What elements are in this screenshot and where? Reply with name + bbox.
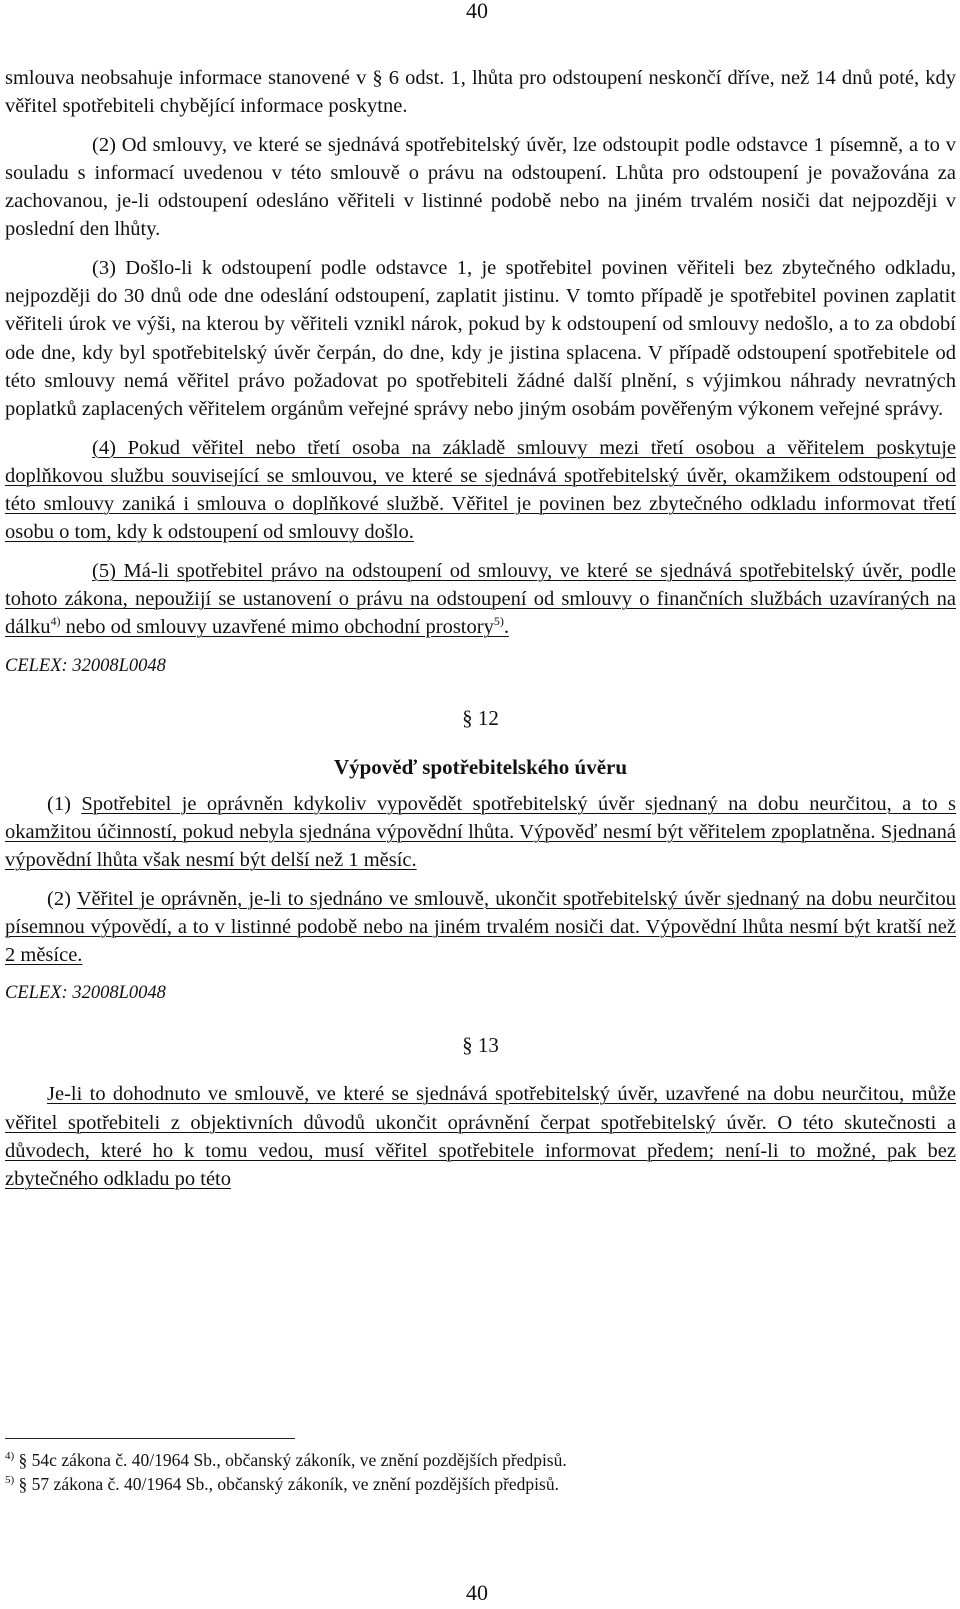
section-12-paragraph-1 [5,790,956,875]
section-number: § 13 [462,1033,499,1058]
paragraph-text: Spotřebitel je oprávněn kdykoliv vypovědět spotřebitelský úvěr sjednaný na dobu neurčitou, a to s okamžitou účinností, pokud nebyla sjednána výpovědní lhůta. Výpověď nesmí být věřitelem zpoplatněna. Sjednaná výpovědní lhůta však nesmí být delší než 1 měsíc. [5,792,956,872]
page-number-top: 40 [466,0,488,23]
paragraph-3: (3) Došlo-li k odstoupení podle odstavce 1, je spotřebitel povinen věřiteli bez zbytečného odkladu, nejpozději do 30 dnů ode dne odeslání odstoupení, zaplatit jistinu. V tomto případě je spotřebitel povinen zaplatit věřiteli úrok ve výši, na kterou by věřiteli vznikl nárok, pokud by k odstoupení od smlouvy nedošlo, a to za období ode dne, kdy byl spotřebitelský úvěr čerpán, do dne, kdy je jistina splacena. V případě odstoupení spotřebitele od této smlouvy nemá věřitel právo požadovat po spotřebiteli žádné další plnění, s výjimkou náhrady nevratných poplatků zaplacených věřitelem orgánům veřejné správy nebo jiným osobám pověřeným výkonem veřejné správy. [5,256,956,421]
footnote-text: § 57 zákona č. 40/1964 Sb., občanský zákoník, ve znění pozdějších předpisů. [14,1473,559,1494]
section-12-paragraph-2 [5,885,956,970]
paragraph-number: (1) [47,792,82,815]
footnote-mark: 4) [5,1450,15,1463]
footnote-ref-4: 4) [50,614,61,629]
paragraph-5 [5,557,956,642]
footnotes [5,1449,945,1496]
paragraph-5-text-a: (5) Má-li spotřebitel právo na odstoupení od smlouvy, ve které se sjednává spotřebitelský úvěr, podle tohoto zákona, nepoužijí se ustanovení o právu na odstoupení od smlouvy o finančních službách uzavíraných na dálku [5,559,956,639]
page-number-bottom: 40 [466,1580,488,1605]
footnote-mark: 5) [5,1473,15,1486]
section-number: § 12 [462,705,499,730]
document-body [5,64,956,1204]
paragraph-5-text-c: . [503,616,509,639]
footnote-text: § 54c zákona č. 40/1964 Sb., občanský zákoník, ve znění pozdějších předpisů. [14,1450,567,1470]
footnote-ref-5: 5) [493,614,504,629]
section-heading: Výpověď spotřebitelského úvěru [333,754,628,779]
paragraph-continuation: smlouva neobsahuje informace stanovené v § 6 odst. 1, lhůta pro odstoupení neskončí dříve, než 14 dnů poté, kdy věřitel spotřebiteli chybějící informace poskytne. [5,67,956,118]
footnote-separator [5,1438,295,1439]
celex-reference: CELEX: 32008L0048 [5,983,166,1004]
paragraph-2: (2) Od smlouvy, ve které se sjednává spotřebitelský úvěr, lze odstoupit podle odstavce 1 písemně, a to v souladu s informací uvedenou v této smlouvě o právu na odstoupení. Lhůta pro odstoupení je považována za zachovanou, je-li odstoupení odesláno věřiteli v listinné podobě nebo na jiném trvalém nosiči dat nejpozději v poslední den lhůty. [5,133,956,241]
footnote-item [5,1473,945,1497]
paragraph-4: (4) Pokud věřitel nebo třetí osoba na základě smlouvy mezi třetí osobou a věřitelem poskytuje doplňkovou službu související se smlouvou, ve které se sjednává spotřebitelský úvěr, okamžikem odstoupení od této smlouvy zaniká i smlouva o doplňkové službě. Věřitel je povinen bez zbytečného odkladu informovat třetí osobu o tom, kdy k odstoupení od smlouvy došlo. [5,436,956,544]
section-13-paragraph-1: Je-li to dohodnuto ve smlouvě, ve které se sjednává spotřebitelský úvěr, uzavřené na dobu neurčitou, může věřitel spotřebiteli z objektivních důvodů ukončit oprávnění čerpat spotřebitelský úvěr. O této skutečnosti a důvodech, které ho k tomu vedou, musí věřitel spotřebitele informovat předem; není-li to možné, pak bez zbytečného odkladu po této [5,1083,956,1191]
celex-reference: CELEX: 32008L0048 [5,655,166,676]
paragraph-5-text-b: nebo od smlouvy uzavřené mimo obchodní prostory [60,616,494,639]
paragraph-text: Věřitel je oprávněn, je-li to sjednáno ve smlouvě, ukončit spotřebitelský úvěr sjednaný na dobu neurčitou písemnou výpovědí, a to v listinné podobě nebo na jiném trvalém nosiči dat. Výpovědní lhůta nesmí být kratší než 2 měsíce. [5,887,956,967]
footnote-item [5,1449,945,1473]
paragraph-number: (2) [47,887,77,910]
